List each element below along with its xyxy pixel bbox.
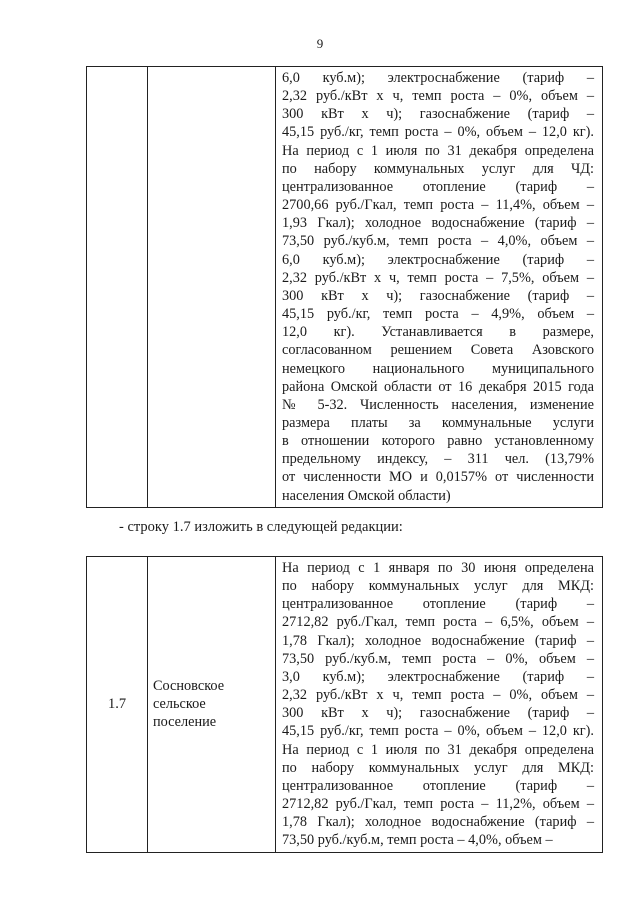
- text-line: На период с 1 января по 30 июня определена: [282, 560, 594, 576]
- continued-tariff-table: [86, 66, 603, 508]
- tariff-description-cell: [276, 557, 603, 853]
- text-line: предельному индексу, – 311 чел. (13,79%: [282, 451, 594, 468]
- text-line: На период с 1 июля по 31 декабря определена: [282, 741, 594, 758]
- table-row: [87, 557, 603, 853]
- text-line: 1,93 Гкал); холодное водоснабжение (тариф –: [282, 215, 594, 232]
- settlement-name-cell: [148, 67, 276, 508]
- text-line: 2712,82 руб./Гкал, темп роста – 6,5%, объем –: [282, 614, 594, 631]
- text-line: по набору коммунальных услуг для ЧД:: [282, 160, 594, 177]
- text-line: 2712,82 руб./Гкал, темп роста – 11,2%, объем –: [282, 796, 594, 813]
- text-line: 300 кВт х ч); газоснабжение (тариф –: [282, 705, 594, 722]
- text-line: № 5-32. Численность населения, изменение: [282, 396, 594, 413]
- text-line: 3,0 куб.м); электроснабжение (тариф –: [282, 668, 594, 685]
- tariff-description-cell: [276, 67, 603, 508]
- text-line: 1,78 Гкал); холодное водоснабжение (тариф –: [282, 814, 594, 831]
- text-line: 45,15 руб./кг, темп роста – 0%, объем – 12,0 кг).: [282, 124, 594, 141]
- text-line: согласованном решением Совета Азовского: [282, 342, 594, 359]
- settlement-name-cell: [148, 557, 276, 853]
- text-line: централизованное отопление (тариф –: [282, 777, 594, 794]
- text-line: 1,78 Гкал); холодное водоснабжение (тариф –: [282, 632, 594, 649]
- text-line: 300 кВт х ч); газоснабжение (тариф –: [282, 287, 594, 304]
- text-line: по набору коммунальных услуг для МКД:: [282, 759, 594, 776]
- text-line: 73,50 руб./куб.м, темп роста – 0%, объем –: [282, 650, 594, 667]
- text-line: централизованное отопление (тариф –: [282, 596, 594, 613]
- text-line: 6,0 куб.м); электроснабжение (тариф –: [282, 70, 594, 86]
- text-line: размера платы за коммунальные услуги: [282, 414, 594, 431]
- settlement-name-line: сельское: [153, 696, 206, 713]
- text-line: района Омской области от 16 декабря 2015 года: [282, 378, 594, 395]
- row-number-cell: 1.7: [87, 557, 148, 853]
- text-line: 6,0 куб.м); электроснабжение (тариф –: [282, 251, 594, 268]
- text-line: населения Омской области): [282, 487, 451, 504]
- text-line: 2700,66 руб./Гкал, темп роста – 11,4%, объем –: [282, 197, 594, 214]
- text-line: 45,15 руб./кг, темп роста – 4,9%, объем –: [282, 306, 594, 323]
- settlement-name-line: Сосновское: [153, 678, 225, 695]
- tariff-description-text: [276, 557, 602, 852]
- amendment-instruction: - строку 1.7 изложить в следующей редакции:: [119, 519, 403, 535]
- text-line: немецкого национального муниципального: [282, 360, 594, 377]
- text-line: 73,50 руб./куб.м, темп роста – 4,0%, объем –: [282, 832, 553, 849]
- page-number: 9: [316, 36, 324, 51]
- text-line: в отношении которого равно установленному: [282, 433, 594, 450]
- text-line: На период с 1 июля по 31 декабря определена: [282, 142, 594, 159]
- text-line: централизованное отопление (тариф –: [282, 178, 594, 195]
- text-line: 2,32 руб./кВт х ч, темп роста – 0%, объем –: [282, 687, 594, 704]
- table-row: [87, 67, 603, 508]
- text-line: по набору коммунальных услуг для МКД:: [282, 578, 594, 595]
- tariff-description-text: [276, 67, 602, 507]
- text-line: от численности МО и 0,0157% от численности: [282, 469, 594, 486]
- text-line: 12,0 кг). Устанавливается в размере,: [282, 324, 594, 341]
- text-line: 2,32 руб./кВт х ч, темп роста – 7,5%, объем –: [282, 269, 594, 286]
- text-line: 2,32 руб./кВт х ч, темп роста – 0%, объем –: [282, 88, 594, 105]
- row-1-7-table: [86, 556, 603, 853]
- row-number-cell: [87, 67, 148, 508]
- text-line: 73,50 руб./куб.м, темп роста – 4,0%, объем –: [282, 233, 594, 250]
- text-line: 300 кВт х ч); газоснабжение (тариф –: [282, 106, 594, 123]
- text-line: 45,15 руб./кг, темп роста – 0%, объем – 12,0 кг).: [282, 723, 594, 740]
- settlement-name-line: поселение: [153, 714, 217, 731]
